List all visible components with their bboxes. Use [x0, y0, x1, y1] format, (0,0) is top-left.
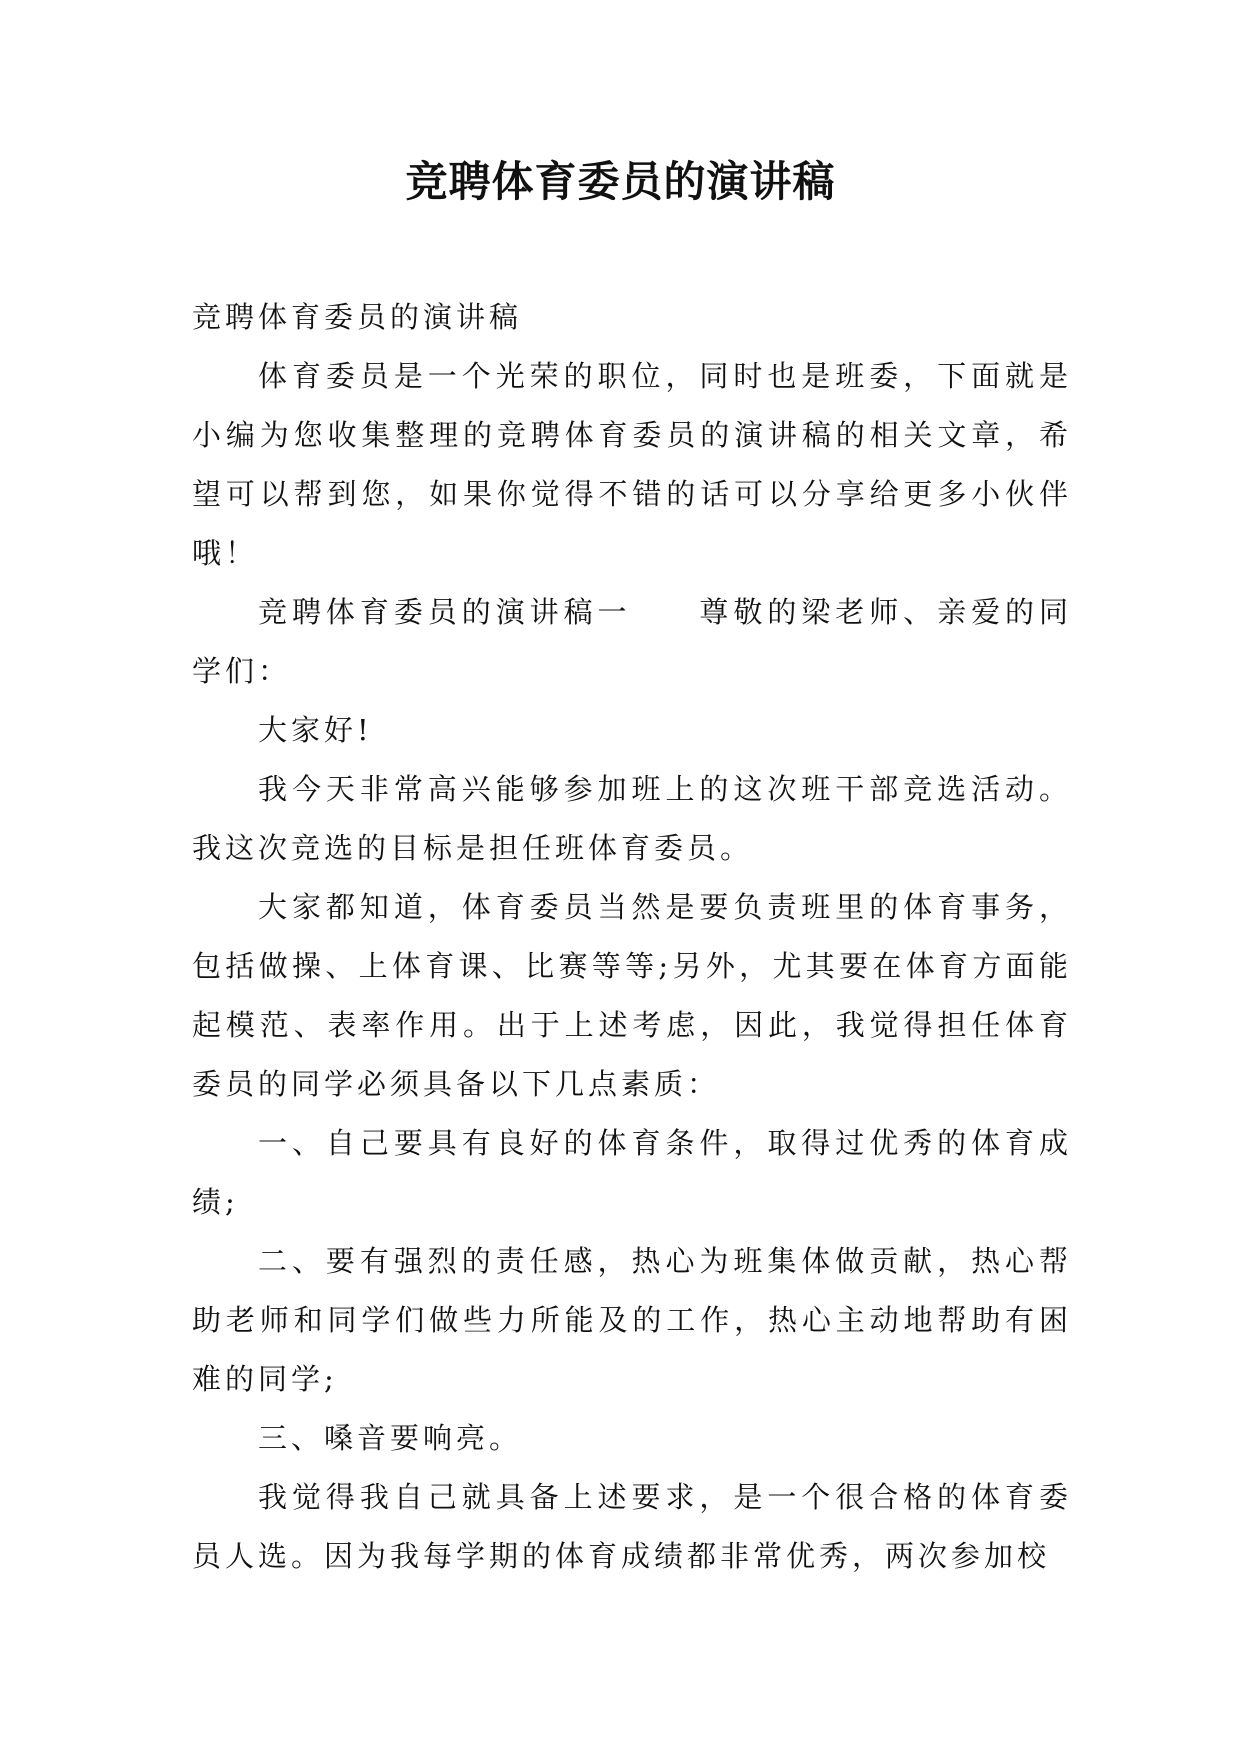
- paragraph-greeting: 大家好!: [258, 713, 373, 747]
- paragraph-duties: 大家都知道，体育委员当然是要负责班里的体育事务，包括做操、上体育课、比赛等等;另外，尤其要在体育方面能起模范、表率作用。出于上述考虑，因此，我觉得担任体育委员的同学必须具备以下几点素质：: [192, 890, 1072, 1101]
- paragraph-point-one: 一、自己要具有良好的体育条件，取得过优秀的体育成绩;: [192, 1126, 1072, 1219]
- paragraph-heading: 竞聘体育委员的演讲稿: [192, 300, 523, 334]
- paragraph-qualification: 我觉得我自己就具备上述要求，是一个很合格的体育委员人选。因为我每学期的体育成绩都非常优秀，两次参加校: [192, 1480, 1072, 1573]
- paragraph-salutation: 竞聘体育委员的演讲稿一 尊敬的梁老师、亲爱的同学们：: [192, 595, 1072, 688]
- paragraph-intro: 体育委员是一个光荣的职位，同时也是班委，下面就是小编为您收集整理的竞聘体育委员的演讲稿的相关文章，希望可以帮到您，如果你觉得不错的话可以分享给更多小伙伴哦！: [192, 359, 1072, 570]
- paragraph-point-three: 三、嗓音要响亮。: [258, 1421, 523, 1455]
- paragraph-purpose: 我今天非常高兴能够参加班上的这次班干部竞选活动。我这次竞选的目标是担任班体育委员。: [192, 772, 1072, 865]
- document-body: [192, 288, 1072, 1586]
- paragraph-point-two: 二、要有强烈的责任感，热心为班集体做贡献，热心帮助老师和同学们做些力所能及的工作，热心主动地帮助有困难的同学;: [192, 1244, 1072, 1396]
- document-title: 竞聘体育委员的演讲稿: [405, 157, 836, 206]
